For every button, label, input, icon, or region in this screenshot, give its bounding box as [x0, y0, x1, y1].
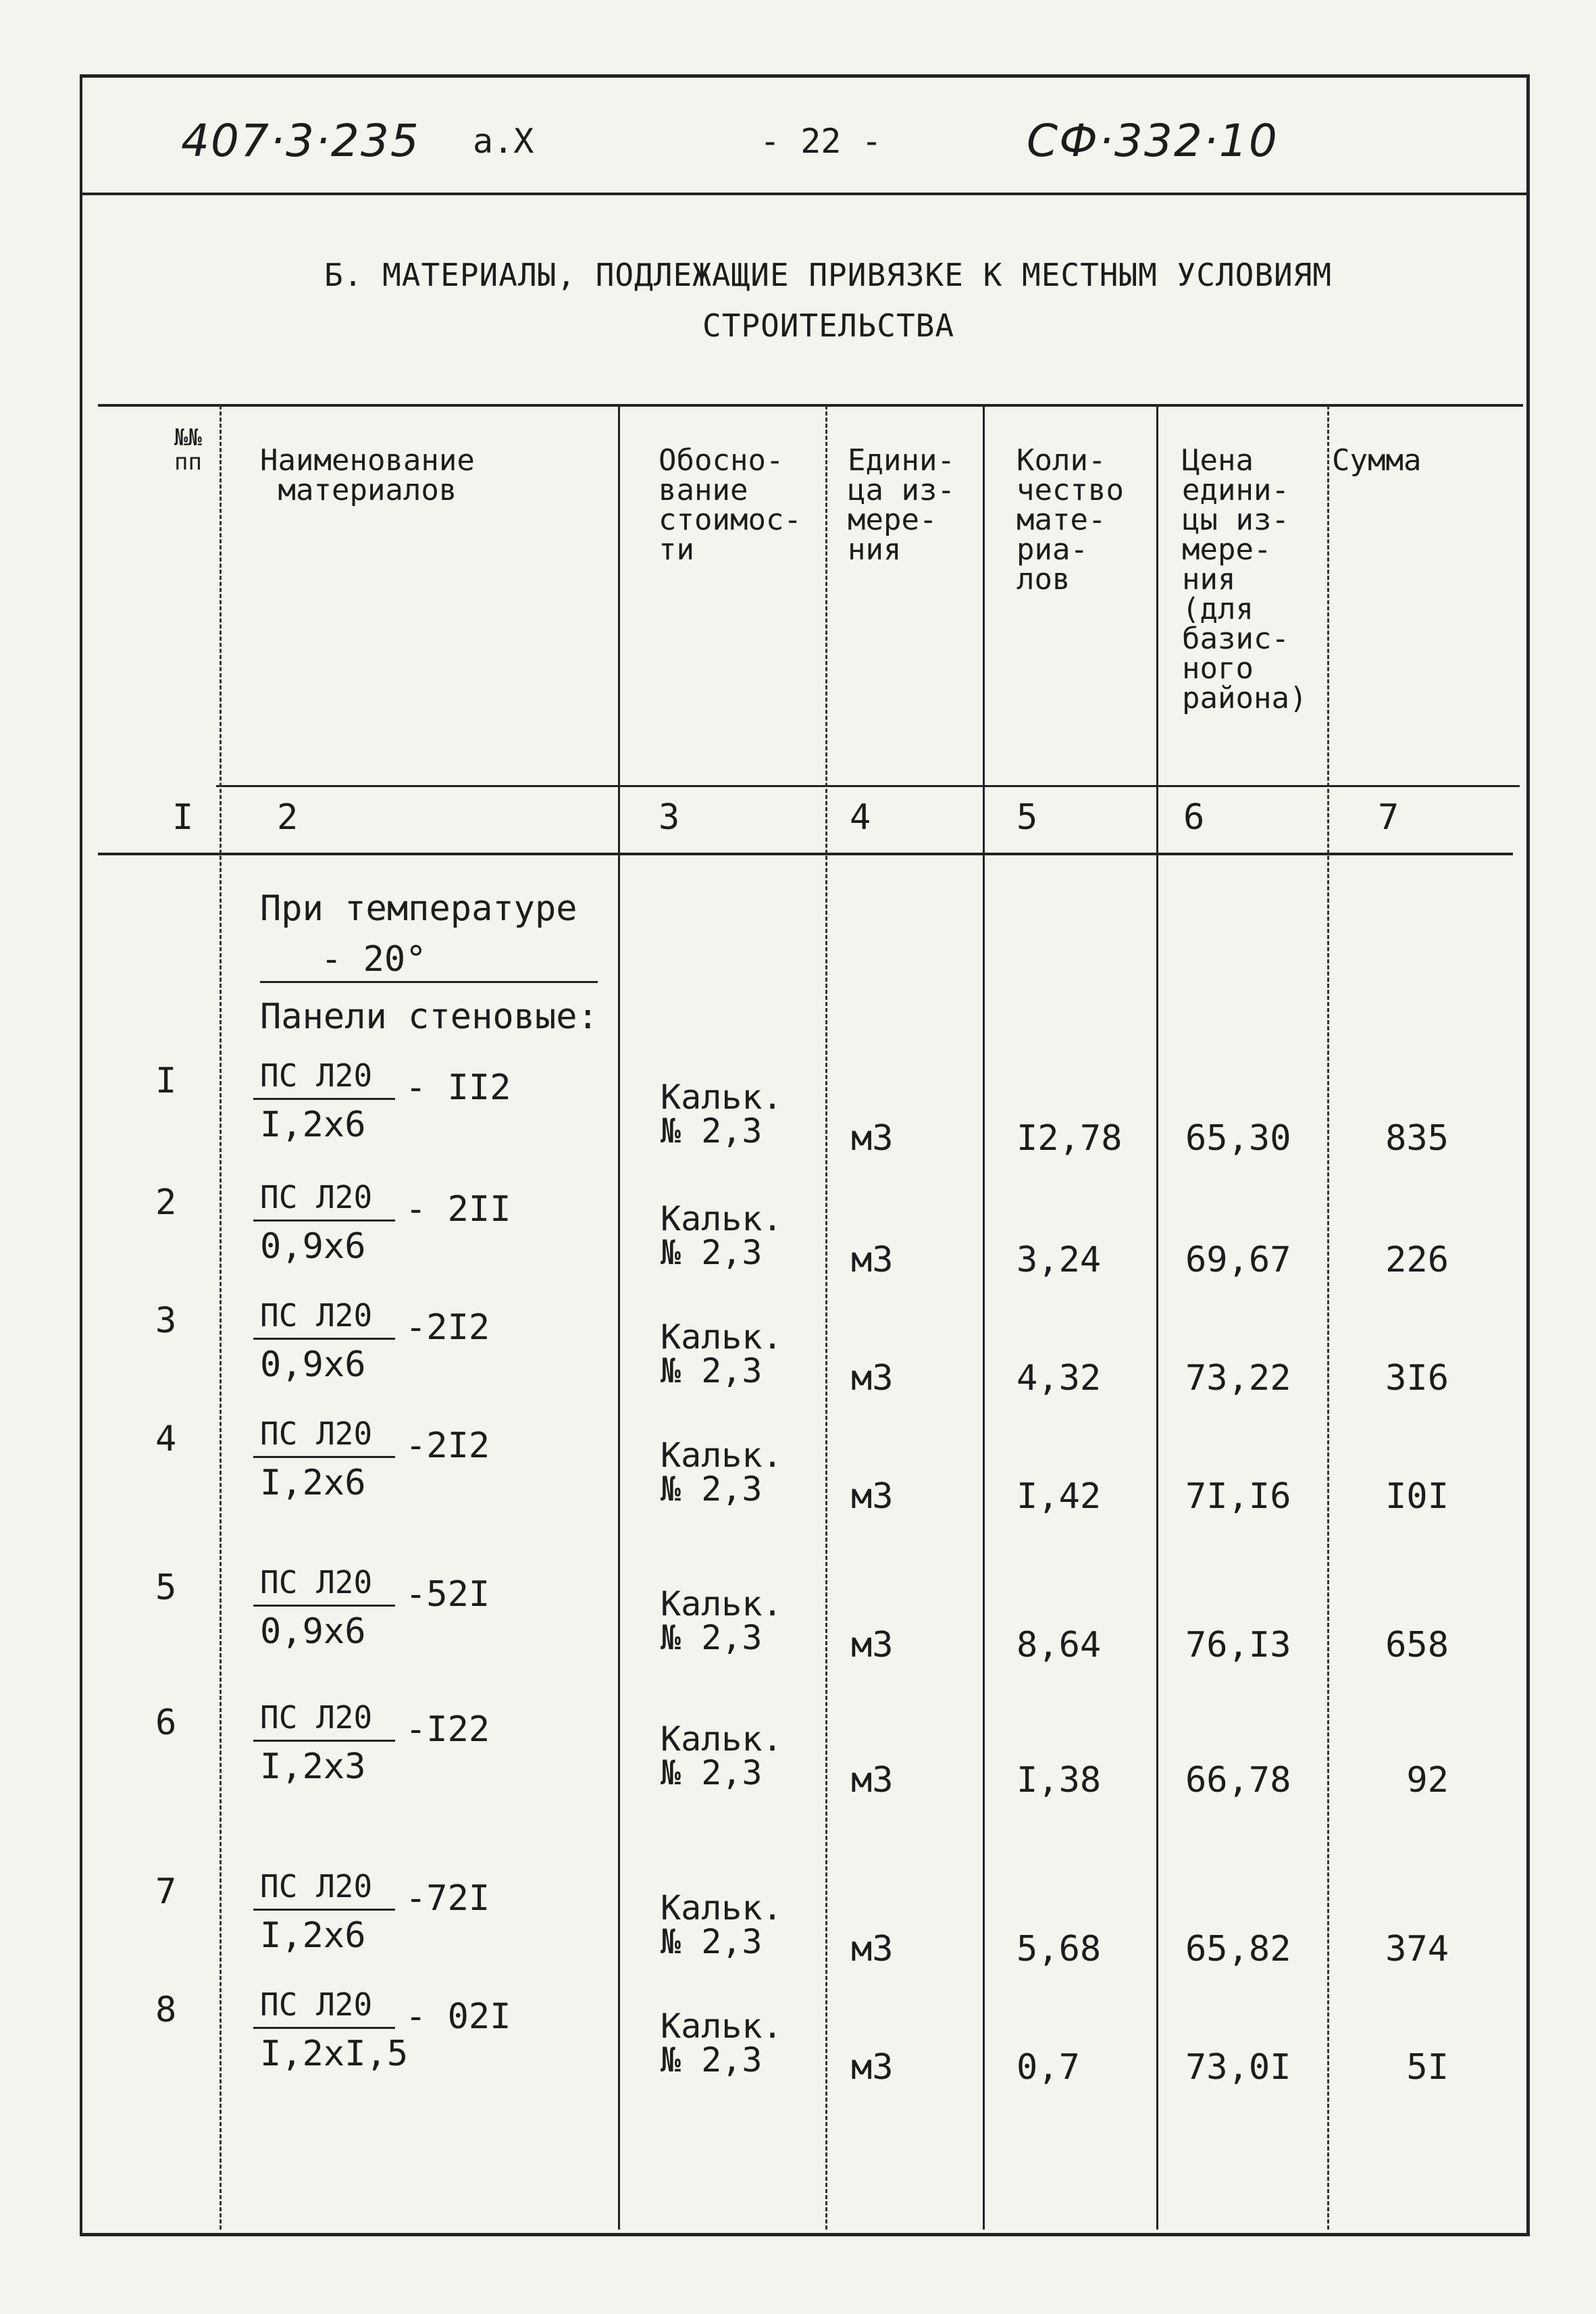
unit-price: 69,67 — [1185, 1240, 1291, 1280]
fraction-line — [253, 1338, 395, 1340]
row-number: 3 — [155, 1301, 177, 1341]
quantity: I,42 — [1016, 1476, 1102, 1517]
material-mark: ПС Л20 — [260, 1057, 373, 1094]
fraction-line — [253, 1605, 395, 1607]
fraction-line — [253, 1219, 395, 1222]
sum: 226 — [1385, 1240, 1449, 1280]
material-suffix: - II2 — [405, 1067, 511, 1108]
basis-line1: Кальк. — [661, 1888, 783, 1928]
col-index-3: 3 — [659, 797, 680, 838]
temperature-underline — [260, 981, 598, 983]
fraction-line — [253, 1740, 395, 1742]
unit-price: 76,I3 — [1185, 1625, 1291, 1665]
material-size: I,2хI,5 — [260, 2034, 409, 2074]
material-suffix: - 02I — [405, 1996, 511, 2037]
sum: 374 — [1385, 1929, 1449, 1969]
unit: м3 — [851, 1118, 894, 1159]
sheet-code: СФ·332·10 — [1027, 115, 1279, 167]
col-header-4: Едини- ца из- мере- ния — [848, 443, 955, 567]
header-bottom-rule — [216, 785, 1520, 787]
material-size: 0,9х6 — [260, 1611, 366, 1652]
basis-line2: № 2,3 — [661, 1922, 763, 1961]
material-suffix: - 2II — [405, 1189, 511, 1230]
unit: м3 — [851, 1358, 894, 1399]
basis-line2: № 2,3 — [661, 1111, 763, 1151]
material-size: I,2х6 — [260, 1105, 366, 1145]
fraction-line — [253, 1456, 395, 1458]
col-divider-4 — [983, 405, 985, 2230]
material-mark: ПС Л20 — [260, 1868, 373, 1905]
basis-line2: № 2,3 — [661, 1753, 763, 1792]
row-number: 2 — [155, 1182, 177, 1223]
unit-price: 65,82 — [1185, 1929, 1291, 1969]
row-number: 6 — [155, 1703, 177, 1743]
material-size: 0,9х6 — [260, 1344, 366, 1385]
material-mark: ПС Л20 — [260, 1297, 373, 1334]
basis-line2: № 2,3 — [661, 1233, 763, 1272]
basis-line1: Кальк. — [661, 1317, 783, 1357]
unit-price: 7I,I6 — [1185, 1476, 1291, 1517]
quantity: 0,7 — [1016, 2047, 1080, 2088]
quantity: 8,64 — [1016, 1625, 1102, 1665]
col-header-3: Обосно- вание стоимос- ти — [659, 443, 802, 567]
col-index-7: 7 — [1378, 797, 1399, 838]
temperature-value: - 20° — [321, 939, 427, 980]
col-divider-2 — [618, 405, 620, 2230]
unit-price: 66,78 — [1185, 1760, 1291, 1801]
material-mark: ПС Л20 — [260, 1699, 373, 1736]
col-index-2: 2 — [277, 797, 299, 838]
unit-price: 65,30 — [1185, 1118, 1291, 1159]
fraction-line — [253, 1909, 395, 1911]
row-number: 7 — [155, 1871, 177, 1912]
col-divider-3 — [825, 405, 827, 2230]
page-frame — [80, 74, 1530, 2236]
basis-line2: № 2,3 — [661, 2040, 763, 2080]
unit: м3 — [851, 1929, 894, 1969]
col-header-2: Наименование материалов — [260, 443, 475, 507]
unit: м3 — [851, 2047, 894, 2088]
material-size: I,2х3 — [260, 1746, 366, 1787]
material-mark: ПС Л20 — [260, 1179, 373, 1215]
basis-line1: Кальк. — [661, 1719, 783, 1759]
material-mark: ПС Л20 — [260, 1415, 373, 1452]
header-divider — [80, 193, 1530, 195]
basis-line2: № 2,3 — [661, 1469, 763, 1509]
material-suffix: -2I2 — [405, 1426, 490, 1466]
row-number: I — [155, 1061, 177, 1101]
col-divider-6 — [1327, 405, 1329, 2230]
basis-line1: Кальк. — [661, 1078, 783, 1117]
page-number: - 22 - — [760, 122, 882, 161]
sum: I0I — [1385, 1476, 1449, 1517]
sum: 5I — [1406, 2047, 1449, 2088]
unit: м3 — [851, 1625, 894, 1665]
col-index-5: 5 — [1016, 797, 1038, 838]
col-header-6: Цена едини- цы из- мере- ния (для базис- ного района) — [1182, 443, 1308, 715]
material-mark: ПС Л20 — [260, 1564, 373, 1601]
section-title-line2: СТРОИТЕЛЬСТВА — [702, 307, 955, 344]
basis-line1: Кальк. — [661, 1584, 783, 1624]
basis-line1: Кальк. — [661, 2007, 783, 2046]
material-suffix: -I22 — [405, 1709, 490, 1750]
basis-line2: № 2,3 — [661, 1618, 763, 1657]
sum: 92 — [1406, 1760, 1449, 1801]
unit: м3 — [851, 1760, 894, 1801]
material-size: I,2х6 — [260, 1915, 366, 1956]
unit: м3 — [851, 1240, 894, 1280]
quantity: 3,24 — [1016, 1240, 1102, 1280]
material-size: I,2х6 — [260, 1463, 366, 1503]
condition-text: При температуре — [260, 888, 577, 929]
unit: м3 — [851, 1476, 894, 1517]
group-label: Панели стеновые: — [260, 997, 598, 1037]
row-number: 4 — [155, 1419, 177, 1459]
basis-line2: № 2,3 — [661, 1351, 763, 1390]
col-index-1: I — [172, 797, 194, 838]
col-header-1: №№ пп — [174, 424, 202, 476]
quantity: I,38 — [1016, 1760, 1102, 1801]
basis-line1: Кальк. — [661, 1436, 783, 1475]
material-suffix: -2I2 — [405, 1307, 490, 1348]
row-number: 8 — [155, 1990, 177, 2030]
col-index-4: 4 — [850, 797, 871, 838]
fraction-line — [253, 2027, 395, 2029]
section-title-line1: Б. МАТЕРИАЛЫ, ПОДЛЕЖАЩИЕ ПРИВЯЗКЕ К МЕСТНЫМ УСЛОВИЯМ — [324, 257, 1333, 293]
quantity: 5,68 — [1016, 1929, 1102, 1969]
table-top-rule — [98, 404, 1523, 407]
sum: 658 — [1385, 1625, 1449, 1665]
col-divider-1 — [220, 405, 222, 2230]
sum: 3I6 — [1385, 1358, 1449, 1399]
material-suffix: -52I — [405, 1574, 490, 1615]
col-divider-5 — [1156, 405, 1158, 2230]
quantity: I2,78 — [1016, 1118, 1123, 1159]
row-number: 5 — [155, 1567, 177, 1608]
material-suffix: -72I — [405, 1878, 490, 1919]
col-index-6: 6 — [1183, 797, 1205, 838]
material-size: 0,9х6 — [260, 1226, 366, 1267]
unit-price: 73,22 — [1185, 1358, 1291, 1399]
album-label: а.Х — [473, 122, 534, 161]
col-header-7: Сумма — [1332, 443, 1422, 478]
unit-price: 73,0I — [1185, 2047, 1291, 2088]
quantity: 4,32 — [1016, 1358, 1102, 1399]
sum: 835 — [1385, 1118, 1449, 1159]
basis-line1: Кальк. — [661, 1199, 783, 1238]
col-header-5: Коли- чество мате- риа- лов — [1016, 443, 1124, 597]
fraction-line — [253, 1098, 395, 1100]
material-mark: ПС Л20 — [260, 1986, 373, 2023]
doc-number: 407·3·235 — [181, 115, 420, 167]
index-row-rule — [98, 853, 1513, 855]
